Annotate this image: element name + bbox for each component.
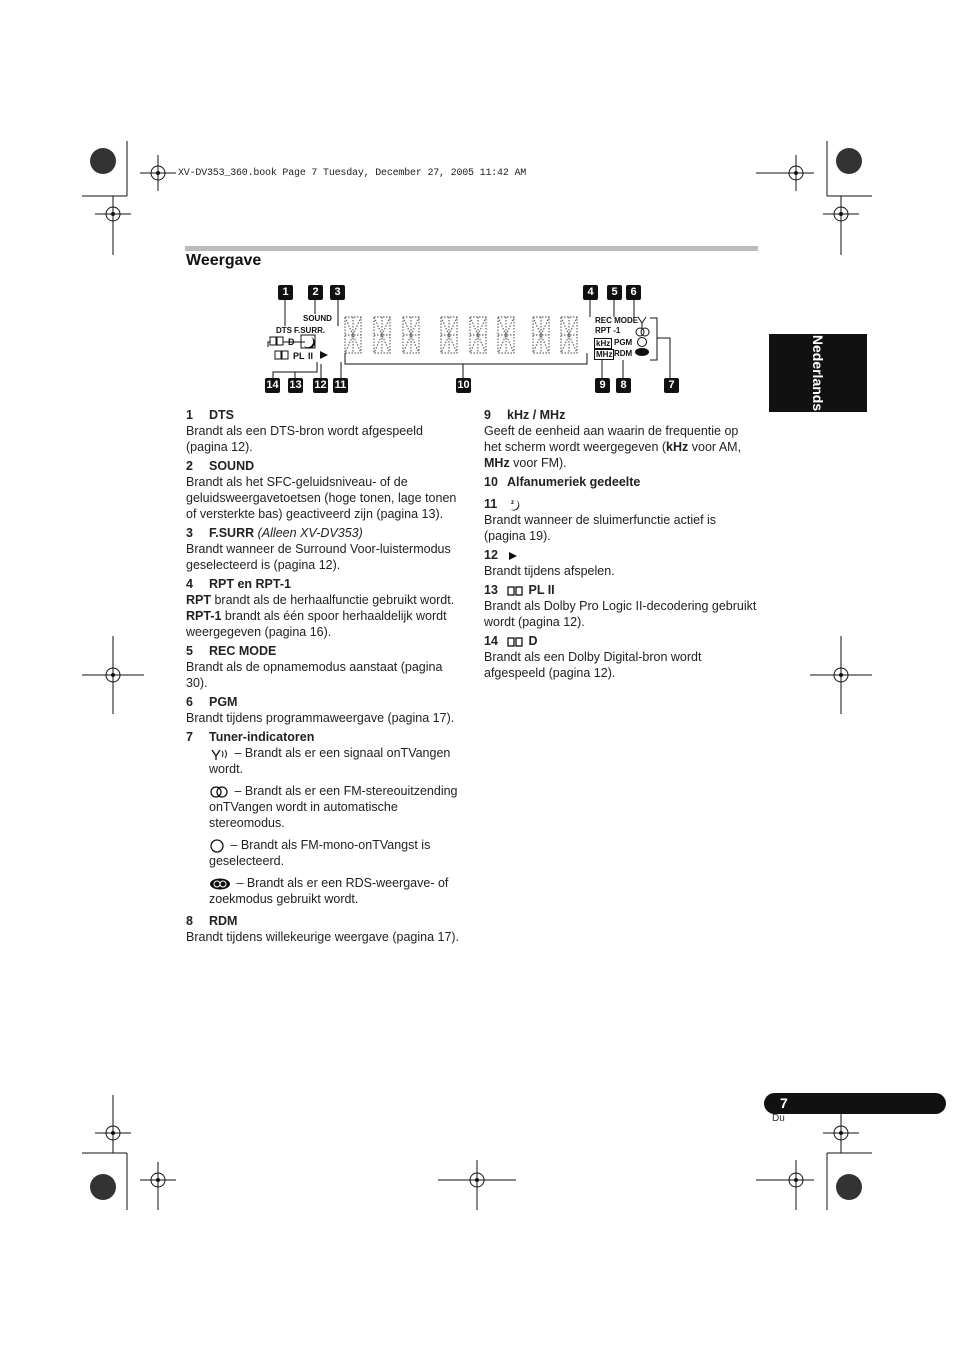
callout-8: 8 (616, 378, 631, 393)
dts-label: DTS (276, 326, 292, 335)
play-icon (507, 550, 519, 562)
callout-1: 1 (278, 285, 293, 300)
segment-digit (561, 317, 577, 353)
segment-digit (441, 317, 457, 353)
khz-label: kHz (596, 339, 611, 348)
sleep-icon (507, 498, 521, 512)
mono-icon (209, 839, 227, 853)
dolby-icon (507, 637, 525, 647)
callout-12: 12 (314, 379, 327, 391)
callout-2: 2 (308, 285, 323, 300)
segment-digit (498, 317, 514, 353)
stereo-icon (209, 786, 231, 798)
callout-14: 14 (266, 379, 279, 391)
segment-digit (470, 317, 486, 353)
section-title: Weergave (186, 252, 262, 269)
item-heading: 6 PGM (186, 695, 238, 709)
left-column (186, 404, 461, 948)
print-header: XV-DV353_360.book Page 7 Tuesday, December 27, 2005 11:42 AM (178, 168, 527, 179)
right-column (484, 404, 759, 684)
item-heading: 7 Tuner-indicatoren (186, 730, 315, 744)
item-heading: 14 D (484, 634, 538, 648)
item-heading: 11 z (484, 496, 759, 512)
tuner-item: – Brandt als er een RDS-weergave- of zoekmodus gebruikt wordt. (209, 876, 449, 906)
pl-ii-label: II (308, 351, 314, 361)
d-label: D (288, 337, 295, 347)
front-panel-display-diagram (265, 280, 695, 400)
callout-4: 4 (583, 285, 598, 300)
item-heading: 4 RPT en RPT-1 (186, 577, 291, 591)
item-text: Brandt tijdens willekeurige weergave (pagina 17). (186, 930, 460, 944)
sound-label: SOUND (303, 314, 332, 323)
svg-text:z: z (511, 499, 514, 506)
rpt-label: RPT -1 (595, 326, 621, 335)
callout-5: 5 (607, 285, 622, 300)
item-text: Brandt als een DTS-bron wordt afgespeeld (pagina 12). (186, 424, 423, 454)
segment-digit (345, 317, 361, 353)
item-heading: 10 Alfanumeriek gedeelte (484, 475, 641, 489)
callout-13: 13 (289, 379, 302, 391)
language-tab (769, 334, 867, 412)
item-text: Brandt wanneer de sluimerfunctie actief is (pagina 19). (484, 513, 717, 543)
rds-icon (209, 878, 233, 890)
tuner-item: – Brandt als er een FM-stereouitzending onTVangen wordt in automatische stereomodus. (209, 784, 458, 830)
item-heading: 13 PL II (484, 583, 555, 597)
item-text: Brandt als het SFC-geluidsniveau- of de geluidsweergavetoetsen (hoge tonen, lage tonen of versterkte bas) geactiveerd zijn (pagina 13). (186, 475, 457, 521)
section-rule (185, 246, 758, 251)
item-text: Brandt wanneer de Surround Voor-luistermodus geselecteerd is (pagina 12). (186, 542, 451, 572)
dolby-icon (507, 586, 525, 596)
segment-digit (374, 317, 390, 353)
rec-mode-label: REC MODE (595, 316, 639, 325)
callout-7: 7 (664, 378, 679, 393)
item-heading: 2 SOUND (186, 459, 255, 473)
item-text: Brandt als Dolby Pro Logic II-decodering gebruikt wordt (pagina 12). (484, 599, 757, 629)
segment-digit (403, 317, 419, 353)
display-graphics (265, 280, 695, 400)
callout-10: 10 (457, 379, 470, 391)
mhz-label: MHz (596, 350, 613, 359)
callout-3: 3 (330, 285, 345, 300)
item-heading: 8 RDM (186, 914, 238, 928)
tuner-item: – Brandt als er een signaal onTVangen wordt. (209, 746, 451, 776)
pgm-label: PGM (614, 338, 633, 347)
item-heading: 3 F.SURR (Alleen XV-DV353) (186, 526, 363, 540)
item-heading: 12 (484, 547, 759, 563)
item-text: RPT brandt als de herhaalfunctie gebruikt wordt. RPT-1 brandt als één spoor herhaaldelijk wordt weergegeven (pagina 16). (186, 593, 455, 639)
page-language: Du (772, 1113, 785, 1124)
rdm-label: RDM (614, 349, 633, 358)
antenna-icon (209, 748, 231, 760)
fsurr-label: F.SURR. (294, 326, 326, 335)
item-text: Brandt als de opnamemodus aanstaat (pagina 30). (186, 660, 443, 690)
item-text: Geeft de eenheid aan waarin de frequentie op het scherm wordt weergegeven (kHz voor AM, MHz voor FM). (484, 424, 742, 470)
item-text: Brandt tijdens programmaweergave (pagina 17). (186, 711, 455, 725)
item-heading: 5 REC MODE (186, 644, 277, 658)
page-number: 7 (780, 1095, 788, 1111)
segment-digit (533, 317, 549, 353)
item-text: Brandt als een Dolby Digital-bron wordt afgespeeld (pagina 12). (484, 650, 702, 680)
callout-6: 6 (626, 285, 641, 300)
page-number-bar (764, 1093, 946, 1114)
tuner-item: – Brandt als FM-mono-onTVangst is geselecteerd. (209, 838, 431, 868)
item-heading: 1 DTS (186, 408, 234, 422)
callout-9: 9 (595, 378, 610, 393)
item-text: Brandt tijdens afspelen. (484, 564, 615, 578)
language-tab-label: Nederlands (810, 334, 826, 412)
item-heading: 9 kHz / MHz (484, 408, 566, 422)
pl-label: PL (293, 351, 305, 361)
callout-11: 11 (334, 379, 347, 391)
